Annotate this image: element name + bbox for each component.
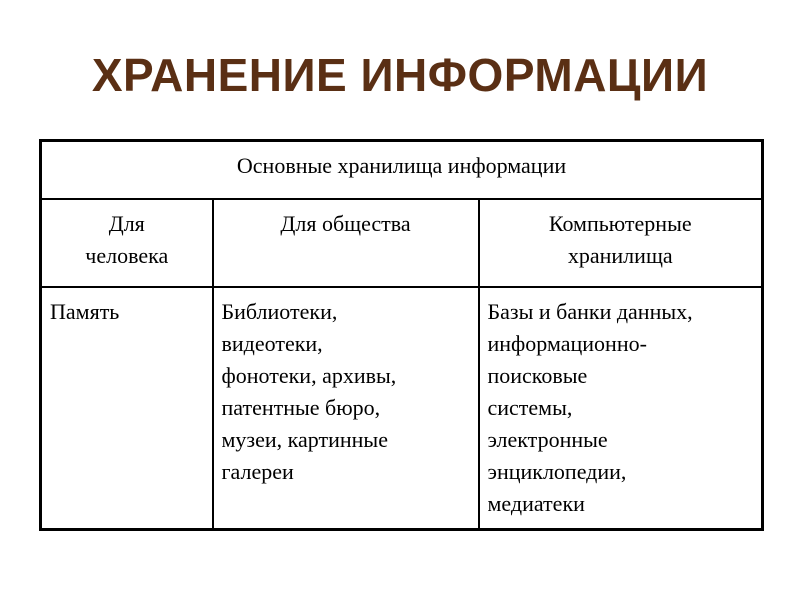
list-line: музеи, картинные (221, 426, 388, 452)
list-line: патентные бюро, (221, 394, 381, 420)
column-header-person (41, 199, 213, 287)
list-line: Память (50, 298, 120, 324)
column-header-computer (479, 199, 763, 287)
cell-list (480, 296, 762, 520)
list-item (42, 296, 212, 328)
cell-person (41, 287, 213, 530)
column-header-line: человека (85, 242, 169, 268)
list-line: галереи (221, 458, 294, 484)
list-line: Библиотеки, (221, 298, 338, 324)
list-item (214, 296, 478, 488)
column-header-society (213, 199, 479, 287)
table-header-text: Основные хранилища информации (236, 153, 567, 178)
list-line: Базы и банки данных, (487, 298, 693, 324)
column-header-line: хранилища (567, 242, 673, 268)
list-line: энциклопедии, (487, 458, 627, 484)
list-line: поисковые (487, 362, 588, 388)
cell-list (214, 296, 478, 488)
list-line: электронные (487, 426, 608, 452)
list-line: медиатеки (487, 490, 585, 516)
cell-list (42, 296, 212, 328)
list-item (480, 296, 762, 520)
list-line: фонотеки, архивы, (221, 362, 397, 388)
list-line: информационно- (487, 330, 647, 356)
list-line: системы, (487, 394, 573, 420)
cell-society (213, 287, 479, 530)
column-header-line: Компьютерные (548, 210, 692, 236)
list-line: видеотеки, (221, 330, 323, 356)
column-header-line: Для общества (280, 210, 411, 236)
storage-table (39, 139, 764, 531)
cell-computer (479, 287, 763, 530)
column-header-line: Для (108, 210, 145, 236)
slide-title: ХРАНЕНИЕ ИНФОРМАЦИИ (91, 49, 709, 101)
table-header-cell (41, 141, 763, 199)
